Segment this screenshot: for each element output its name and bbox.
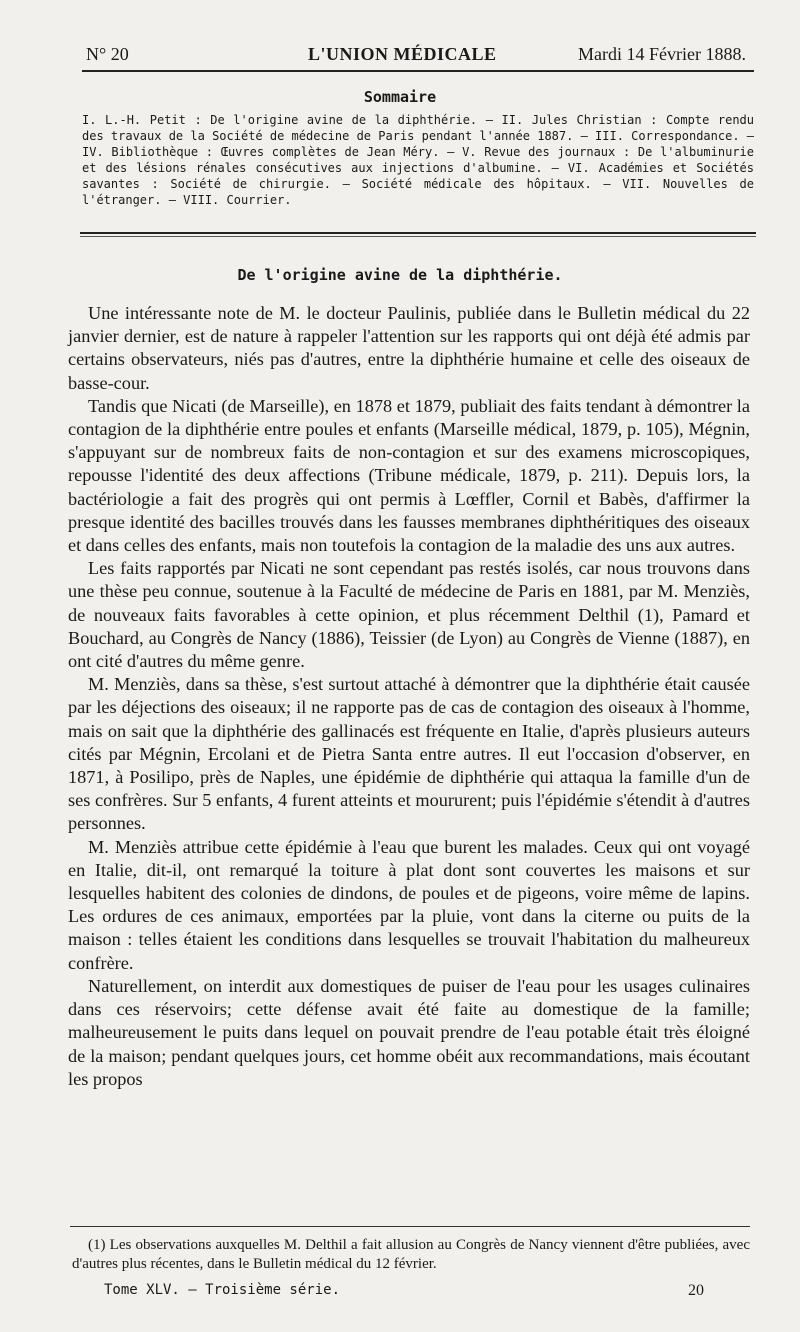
page-footer: [104, 1282, 704, 1299]
journal-title: L'UNION MÉDICALE: [308, 44, 497, 64]
summary-rule: [80, 232, 756, 234]
paragraph-1: Une intéressante note de M. le docteur Paulinis, publiée dans le Bulletin médical du 22 janvier dernier, est de nature à rappeler l'attention sur les rapports qui ont déjà été admis par certains observateurs, niés pas d'autres, entre la diphthérie humaine et celle des oiseaux de basse-cour.: [68, 303, 750, 393]
page-number: 20: [688, 1282, 704, 1299]
summary-text: I. L.-H. Petit : De l'origine avine de la diphthérie. — II. Jules Christian : Compte rendu des travaux de la Société de médecine de Paris pendant l'année 1887. — III. Correspondance. — IV. Bibliothèque : Œuvres complètes de Jean Méry. — V. Revue des journaux : De l'albuminurie et des lésions rénales consécutives aux injections d'albumine. — VI. Académies et Sociétés savantes : Société de chirurgie. — Société médicale des hôpitaux. — VII. Nouvelles de l'étranger. — VIII. Courrier.: [82, 113, 754, 207]
paragraph-4: M. Menziès, dans sa thèse, s'est surtout attaché à démontrer que la diphthérie était causée par les déjections des oiseaux; il ne rapporte pas de cas de contagion des oiseaux à l'homme, mais on sait que la diphthérie des gallinacés est fréquente en Italie, d'après plusieurs auteurs cités par Mégnin, Ercolani et de Pietra Santa entre autres. Il eut l'occasion d'observer, en 1871, à Posilipo, près de Naples, une épidémie de diphthérie qui attaqua la famille d'un de ses confrères. Sur 5 enfants, 4 furent atteints et moururent; puis l'épidémie s'étendit à d'autres personnes.: [68, 674, 750, 834]
masthead: [82, 40, 754, 72]
footnote-rule: [70, 1226, 750, 1227]
issue-date: Mardi 14 Février 1888.: [578, 44, 746, 64]
footnote-text: (1) Les observations auxquelles M. Delthil a fait allusion au Congrès de Nancy viennent d'être publiées, avec d'autres plus récentes, dans le Bulletin médical du 12 février.: [72, 1237, 750, 1272]
footnote: [72, 1236, 750, 1274]
paragraph-5: M. Menziès attribue cette épidémie à l'eau que burent les malades. Ceux qui ont voyagé en Italie, dit-il, ont remarqué la toiture à plat dont sont couvertes les maisons et sur lesquelles habitent des colonies de dindons, de poules et de pigeons, voire même de lapins. Les ordures de ces animaux, emportées par la pluie, vont dans la citerne ou puits de la maison : telles étaient les conditions dans lesquelles se trouvait l'habitation du malheureux confrère.: [68, 836, 750, 973]
tome-series: Tome XLV. — Troisième série.: [104, 1282, 341, 1298]
summary-title: Sommaire: [363, 88, 437, 106]
paragraph-3: Les faits rapportés par Nicati ne sont cependant pas restés isolés, car nous trouvons dans une thèse peu connue, soutenue à la Faculté de médecine de Paris en 1881, par M. Menziès, de nouveaux faits favorables à cette opinion, et plus récemment Delthil (1), Pamard et Bouchard, au Congrès de Nancy (1886), Teissier (de Lyon) au Congrès de Vienne (1887), en ont cité d'autres du même genre.: [68, 558, 750, 672]
issue-number: N° 20: [86, 44, 129, 64]
article-title: De l'origine avine de la diphthérie.: [237, 266, 563, 284]
paragraph-2: Tandis que Nicati (de Marseille), en 1878 et 1879, publiait des faits tendant à démontrer la contagion de la diphthérie entre poules et enfants (Marseille médical, 1879, p. 105), Mégnin, s'appuyant sur de nombreux faits de non-contagion et sur des examens microscopiques, repousse l'identité des deux affections (Tribune médicale, 1879, p. 211). Depuis lors, la bactériologie a fait des progrès qui ont permis à Lœffler, Cornil et Babès, d'affirmer la presque identité des bacilles trouvés dans les fausses membranes diphthéritiques des oiseaux et dans celles des enfants, mais non toutefois la contagion de la maladie des uns aux autres.: [68, 395, 750, 556]
article-body: [68, 302, 750, 1091]
summary-rule-thin: [80, 236, 756, 237]
paragraph-6: Naturellement, on interdit aux domestiques de puiser de l'eau pour les usages culinaires dans ces réservoirs; cette défense avait été faite au domestique de la famille; malheureusement le puits dans lequel on pouvait prendre de l'eau potable était très éloigné de la maison; pendant quelques jours, cet homme obéit aux recommandations, mais écoutant les propos: [68, 975, 750, 1089]
